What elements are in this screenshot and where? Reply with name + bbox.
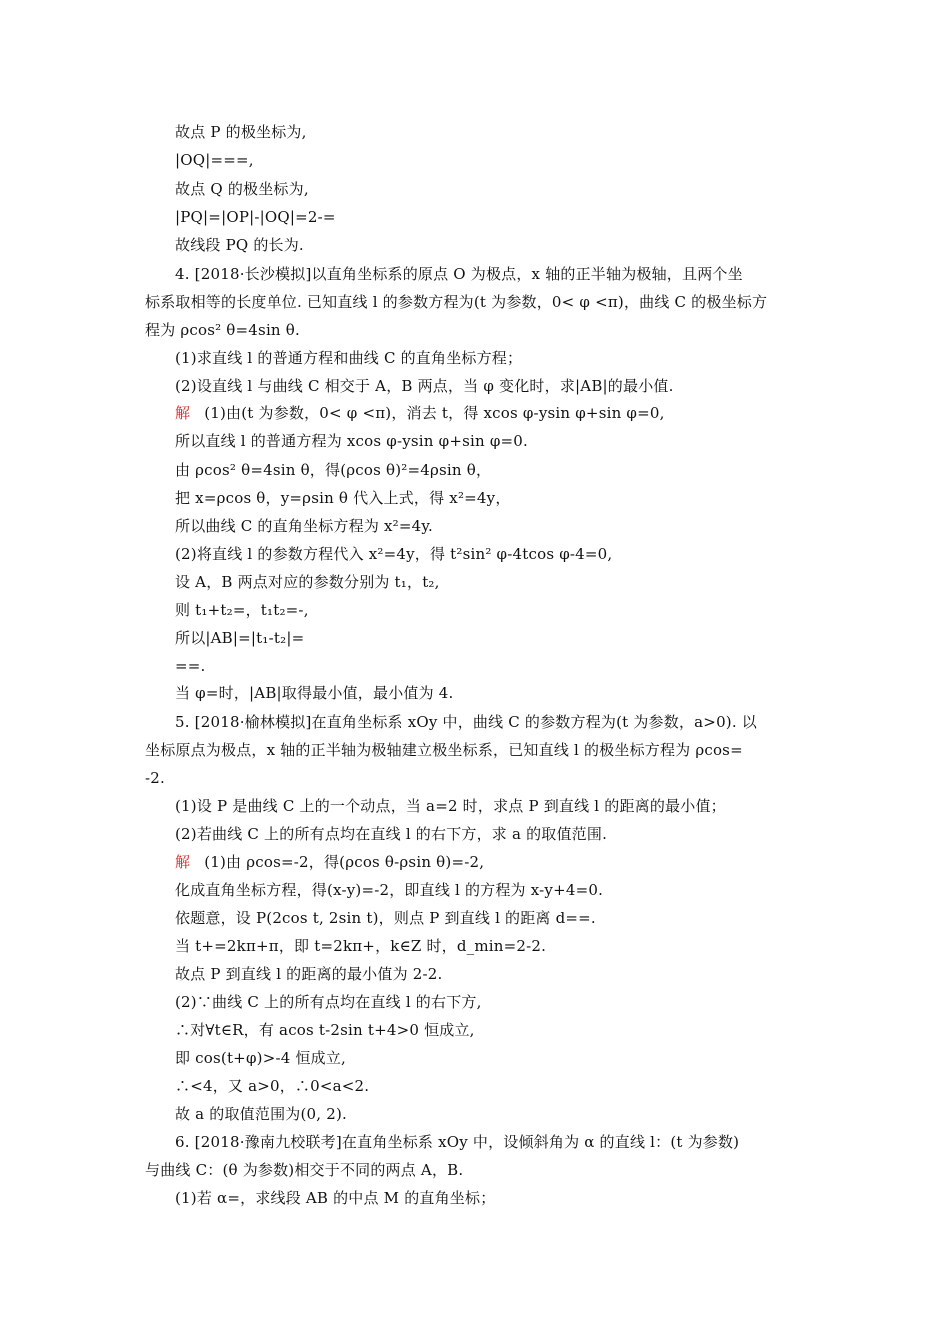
- text-line: 标系取相等的长度单位. 已知直线 l 的参数方程为(t 为参数，0< φ <π)，曲线 C 的极坐标方: [145, 293, 768, 311]
- problem-4-heading: 4. [2018·长沙模拟]以直角坐标系的原点 O 为极点，x 轴的正半轴为极轴，且两个坐: [175, 265, 743, 283]
- text-line: |PQ|=|OP|-|OQ|=2-=: [175, 208, 336, 226]
- solution-label: 解: [175, 404, 191, 422]
- text-line: 坐标原点为极点，x 轴的正半轴为极轴建立极坐标系，已知直线 l 的极坐标方程为 ρcos=: [145, 741, 743, 759]
- text-line: 设 A，B 两点对应的参数分别为 t₁，t₂,: [175, 573, 440, 591]
- text-line: 所以直线 l 的普通方程为 xcos φ-ysin φ+sin φ=0.: [175, 432, 529, 450]
- text-line: -2.: [145, 769, 165, 787]
- text-line: (1)设 P 是曲线 C 上的一个动点，当 a=2 时，求点 P 到直线 l 的距离的最小值；: [175, 797, 726, 815]
- text-line: 故点 Q 的极坐标为,: [175, 180, 309, 198]
- text-line: (1)求直线 l 的普通方程和曲线 C 的直角坐标方程；: [175, 349, 523, 367]
- text-line: 依题意，设 P(2cos t, 2sin t)，则点 P 到直线 l 的距离 d==.: [175, 909, 596, 927]
- text-line: 当 φ=时，|AB|取得最小值，最小值为 4.: [175, 684, 454, 702]
- problem-6-heading: 6. [2018·豫南九校联考]在直角坐标系 xOy 中，设倾斜角为 α 的直线 l：(t 为参数): [175, 1133, 740, 1151]
- text-line: (2)设直线 l 与曲线 C 相交于 A，B 两点，当 φ 变化时，求|AB|的最小值.: [175, 377, 674, 395]
- text-line: 故线段 PQ 的长为.: [175, 236, 304, 254]
- text-line: 由 ρcos² θ=4sin θ，得(ρcos θ)²=4ρsin θ，: [175, 461, 492, 479]
- text-line: (1)由 ρcos=-2，得(ρcos θ-ρsin θ)=-2,: [204, 853, 485, 871]
- text-line: 程为 ρcos² θ=4sin θ.: [145, 321, 300, 339]
- text-line: (2)若曲线 C 上的所有点均在直线 l 的右下方，求 a 的取值范围.: [175, 825, 608, 843]
- solution-label: 解: [175, 853, 191, 871]
- text-line: 故点 P 的极坐标为,: [175, 123, 307, 141]
- text-line: 与曲线 C：(θ 为参数)相交于不同的两点 A，B.: [145, 1161, 464, 1179]
- text-line: (1)若 α=，求线段 AB 的中点 M 的直角坐标；: [175, 1189, 496, 1207]
- text-line: 化成直角坐标方程，得(x-y)=-2，即直线 l 的方程为 x-y+4=0.: [175, 881, 604, 899]
- text-line: 把 x=ρcos θ，y=ρsin θ 代入上式，得 x²=4y，: [175, 489, 511, 507]
- problem-5-heading: 5. [2018·榆林模拟]在直角坐标系 xOy 中，曲线 C 的参数方程为(t 为参数，a>0). 以: [175, 713, 757, 731]
- text-line: ==.: [175, 657, 206, 675]
- text-line: 即 cos(t+φ)>-4 恒成立,: [175, 1049, 347, 1067]
- text-line: 当 t+=2kπ+π，即 t=2kπ+，k∈Z 时，d_min=2-2.: [175, 937, 547, 955]
- text-line: (1)由(t 为参数，0< φ <π)，消去 t，得 xcos φ-ysin φ+sin φ=0,: [204, 404, 665, 422]
- text-line: (2)将直线 l 的参数方程代入 x²=4y，得 t²sin² φ-4tcos φ-4=0,: [175, 545, 613, 563]
- solution-line: [175, 404, 665, 422]
- text-line: 故点 P 到直线 l 的距离的最小值为 2-2.: [175, 965, 443, 983]
- text-line: (2)∵曲线 C 上的所有点均在直线 l 的右下方,: [175, 993, 482, 1011]
- text-line: 故 a 的取值范围为(0, 2).: [175, 1105, 347, 1123]
- text-line: 则 t₁+t₂=，t₁t₂=-,: [175, 601, 309, 619]
- solution-line: [175, 853, 484, 871]
- text-line: |OQ|===,: [175, 151, 254, 169]
- text-line: 所以|AB|=|t₁-t₂|=: [175, 629, 305, 647]
- text-line: ∴对∀t∈R，有 acos t-2sin t+4>0 恒成立,: [175, 1021, 475, 1039]
- text-line: ∴<4，又 a>0，∴0<a<2.: [175, 1077, 370, 1095]
- text-line: 所以曲线 C 的直角坐标方程为 x²=4y.: [175, 517, 434, 535]
